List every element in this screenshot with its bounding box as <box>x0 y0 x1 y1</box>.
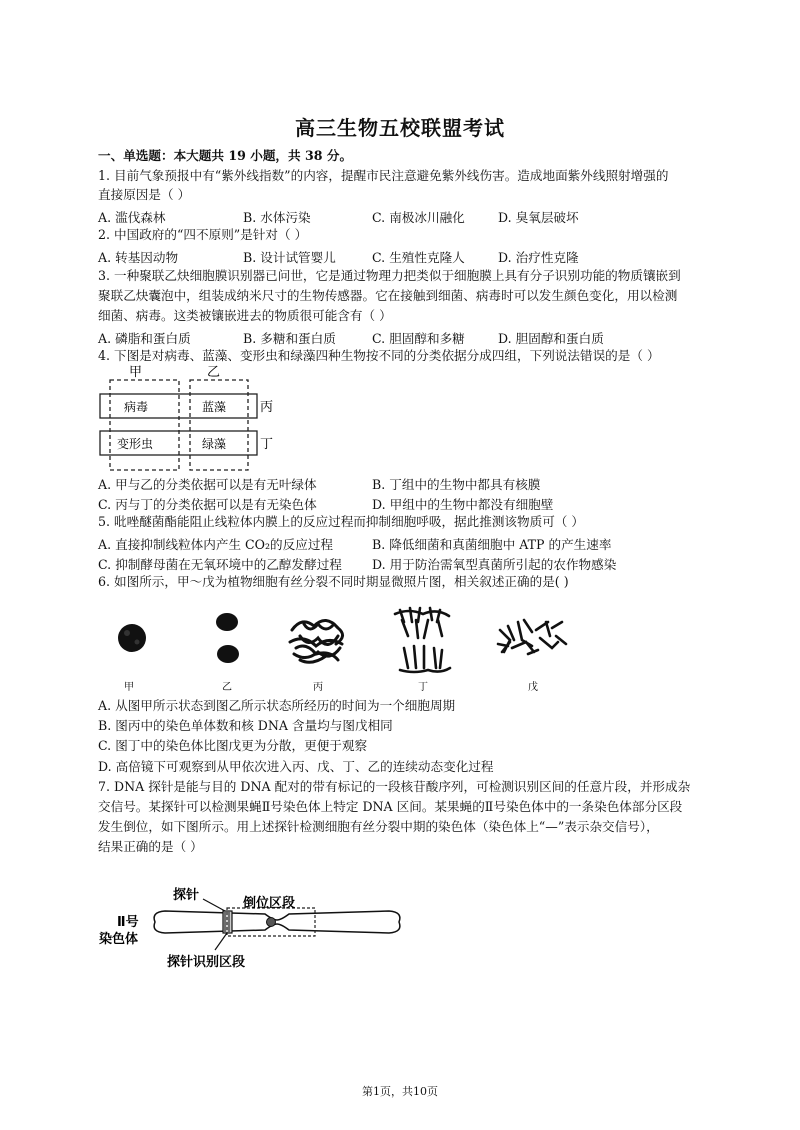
cell-yi-image <box>216 613 239 663</box>
chromosome-label-line2: 染色体 <box>99 932 139 947</box>
cell-wu-image <box>498 620 566 654</box>
q3-option-d: D. 胆固醇和蛋白质 <box>498 331 604 346</box>
q2-option-d: D. 治疗性克隆 <box>498 250 579 265</box>
chromosome-body <box>154 911 400 933</box>
cell-jia-image <box>118 624 146 652</box>
label-jia: 甲 <box>129 365 143 380</box>
q5-option-b: B. 降低细菌和真菌细胞中 ATP 的产生速率 <box>372 537 612 552</box>
label-bing-6: 丙 <box>313 682 323 693</box>
q6-option-a: A. 从图甲所示状态到图乙所示状态所经历的时间为一个细胞周期 <box>98 698 456 713</box>
page-title: 高三生物五校联盟考试 <box>295 116 505 140</box>
q5-stem: 5. 吡唑醚菌酯能阻止线粒体内膜上的反应过程而抑制细胞呼吸，据此推测该物质可（ ） <box>98 514 584 529</box>
section-heading: 一、单选题：本大题共 19 小题，共 38 分。 <box>98 148 353 163</box>
q1-option-c: C. 南极冰川融化 <box>372 210 465 225</box>
cell-virus: 病毒 <box>124 400 149 414</box>
q5-option-c: C. 抑制酵母菌在无氧环境中的乙醇发酵过程 <box>98 557 342 572</box>
q6-option-d: D. 高倍镜下可观察到从甲依次进入丙、戊、丁、乙的连续动态变化过程 <box>98 759 494 774</box>
q3-option-b: B. 多糖和蛋白质 <box>243 331 336 346</box>
q7-stem-line2: 交信号。某探针可以检测果蝇Ⅱ号染色体上特定 DNA 区间。某果蝇的Ⅱ号染色体中的一条染色体部分区段 <box>98 799 683 814</box>
centromere <box>267 918 276 927</box>
inversion-label: 倒位区段 <box>243 896 296 911</box>
label-ding: 丁 <box>260 437 274 452</box>
q7-chromosome-figure <box>95 882 415 987</box>
cell-ding-image <box>395 608 450 672</box>
q1-option-a: A. 滥伐森林 <box>98 210 166 225</box>
q6-stem: 6. 如图所示，甲～戊为植物细胞有丝分裂不同时期显微照片图，相关叙述正确的是( ) <box>98 574 569 589</box>
q4-option-d: D. 甲组中的生物中都没有细胞壁 <box>372 497 554 512</box>
label-wu-6: 戊 <box>528 682 538 693</box>
q3-option-c: C. 胆固醇和多糖 <box>372 331 465 346</box>
chromosome-label-line1: Ⅱ号 <box>117 915 139 930</box>
page-footer: 第1页，共10页 <box>362 1085 438 1098</box>
q7-stem-line4: 结果正确的是（ ） <box>98 839 203 854</box>
q4-option-a: A. 甲与乙的分类依据可以是有无叶绿体 <box>98 477 317 492</box>
label-bing: 丙 <box>260 400 274 415</box>
q2-option-a: A. 转基因动物 <box>98 250 179 265</box>
q4-classification-figure <box>95 363 280 473</box>
q2-option-c: C. 生殖性克隆人 <box>372 250 465 265</box>
q3-stem-line3: 细菌、病毒。这类被镶嵌进去的物质很可能含有（ ） <box>98 308 392 323</box>
q1-option-b: B. 水体污染 <box>243 210 311 225</box>
q4-stem: 4. 下图是对病毒、蓝藻、变形虫和绿藻四种生物按不同的分类依据分成四组，下列说法错误的是（ ） <box>98 348 660 363</box>
cell-bing-image <box>290 620 343 662</box>
q5-option-a: A. 直接抑制线粒体内产生 CO₂的反应过程 <box>98 537 334 552</box>
label-jia-6: 甲 <box>124 682 134 693</box>
cell-amoeba: 变形虫 <box>117 437 154 451</box>
probe-label: 探针 <box>173 888 200 903</box>
cell-cyanobacteria: 蓝藻 <box>202 400 227 414</box>
q5-option-d: D. 用于防治需氧型真菌所引起的农作物感染 <box>372 557 617 572</box>
label-yi-6: 乙 <box>222 682 232 693</box>
q2-option-b: B. 设计试管婴儿 <box>243 250 336 265</box>
q4-option-b: B. 丁组中的生物中都具有核膜 <box>372 477 541 492</box>
q7-stem-line1: 7. DNA 探针是能与目的 DNA 配对的带有标记的一段核苷酸序列，可检测识别区间的任意片段，并形成杂 <box>98 779 691 794</box>
q3-stem-line2: 聚联乙炔囊泡中，组装成纳米尺寸的生物传感器。它在接触到细菌、病毒时可以发生颜色变化，用以检测 <box>98 288 678 303</box>
q6-option-b: B. 图丙中的染色单体数和核 DNA 含量均与图戊相同 <box>98 718 393 733</box>
q1-stem-line2: 直接原因是（ ） <box>98 187 191 202</box>
q4-option-c: C. 丙与丁的分类依据可以是有无染色体 <box>98 497 317 512</box>
q6-mitosis-figure <box>100 600 570 695</box>
probe-region-label: 探针识别区段 <box>167 955 246 970</box>
q1-stem-line1: 1. 目前气象预报中有“紫外线指数”的内容，提醒市民注意避免紫外线伤害。造成地面紫外线照射增强的 <box>98 168 669 183</box>
q6-option-c: C. 图丁中的染色体比图戊更为分散，更便于观察 <box>98 738 368 753</box>
q2-stem: 2. 中国政府的“四不原则”是针对（ ） <box>98 227 308 242</box>
q3-stem-line1: 3. 一种聚联乙炔细胞膜识别器已问世，它是通过物理力把类似于细胞膜上具有分子识别功能的物质镶嵌到 <box>98 268 681 283</box>
label-yi: 乙 <box>207 365 221 380</box>
q7-stem-line3: 发生倒位，如下图所示。用上述探针检测细胞有丝分裂中期的染色体（染色体上“—”表示杂交信号）， <box>98 819 659 834</box>
label-ding-6: 丁 <box>418 682 428 693</box>
q1-option-d: D. 臭氧层破坏 <box>498 210 579 225</box>
cell-green-algae: 绿藻 <box>202 437 227 451</box>
q3-option-a: A. 磷脂和蛋白质 <box>98 331 191 346</box>
